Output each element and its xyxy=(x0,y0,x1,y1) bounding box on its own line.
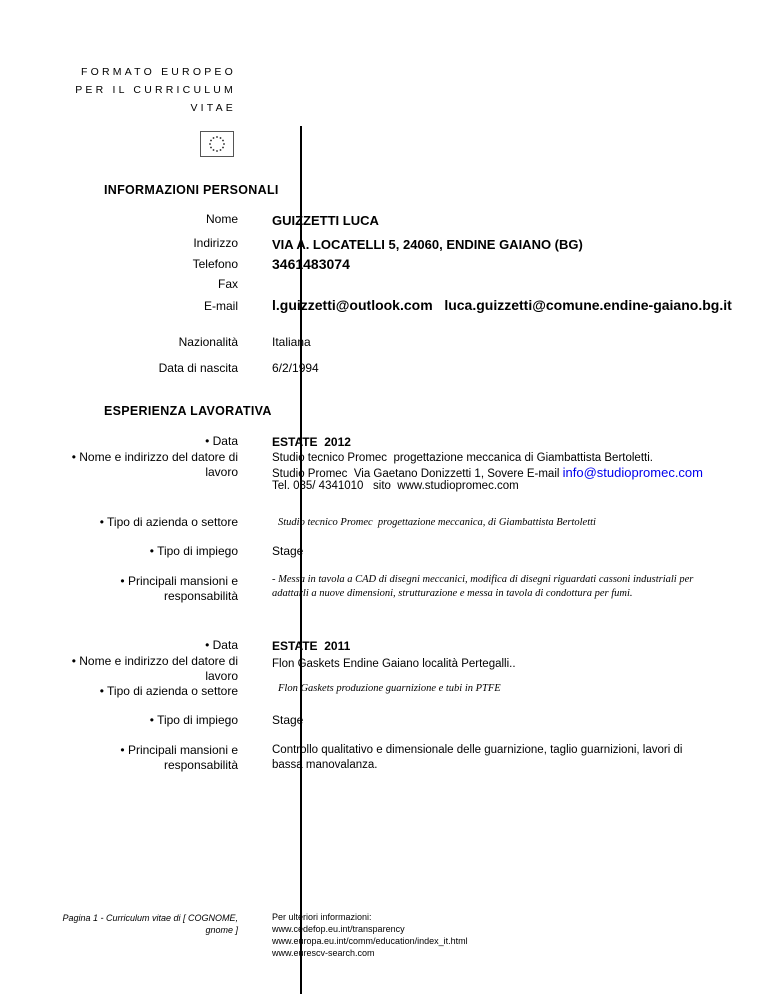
eu-flag-icon xyxy=(200,131,234,157)
job1-employer-label: • Nome e indirizzo del datore di lavoro xyxy=(71,450,238,479)
job2-sector: Flon Gaskets produzione guarnizione e tubi in PTFE xyxy=(278,683,501,694)
job2-date: ESTATE 2011 xyxy=(272,639,351,653)
address-label: Indirizzo xyxy=(193,236,238,250)
name-label: Nome xyxy=(205,212,238,226)
birth-value: 6/2/1994 xyxy=(272,361,319,375)
job2-employer-line1: Flon Gaskets Endine Gaiano località Pertegalli.. xyxy=(272,658,516,670)
address-value: VIA A. LOCATELLI 5, 24060, ENDINE GAIANO (BG) xyxy=(272,237,583,252)
job2-type-label: • Tipo di impiego xyxy=(149,713,238,727)
job1-sector-label: • Tipo di azienda o settore xyxy=(99,515,238,529)
fax-label: Fax xyxy=(217,277,238,291)
job1-employer-line2: Studio Promec Via Gaetano Donizzetti 1, Sovere E-mail info@studiopromec.com xyxy=(272,465,703,480)
footer-link-cedefop[interactable]: www.cedefop.eu.int/transparency xyxy=(272,924,405,934)
phone-value: 3461483074 xyxy=(272,256,350,272)
cv-title-line2: PER IL CURRICULUM xyxy=(75,84,236,96)
footer-link-europa[interactable]: www.europa.eu.int/comm/education/index_it.html xyxy=(272,936,468,946)
job1-date-label: • Data xyxy=(205,434,238,448)
job2-type: Stage xyxy=(272,713,304,727)
phone-label: Telefono xyxy=(192,257,238,271)
job1-employer-line3: Tel. 035/ 4341010 sito www.studiopromec.com xyxy=(272,480,519,492)
nationality-label: Nazionalità xyxy=(178,335,238,349)
job1-duties: - Messa in tavola a CAD di disegni meccanici, modifica di disegni riguardati cassoni industriali per adattarli a nuove dimensioni, strutturazione e messa in tavola di condottura per fumi. xyxy=(272,574,694,599)
birth-label: Data di nascita xyxy=(158,361,238,375)
email-value[interactable]: l.guizzetti@outlook.com luca.guizzetti@comune.endine-gaiano.bg.it xyxy=(272,297,732,313)
job2-date-label: • Data xyxy=(205,638,238,652)
job1-employer-email-link[interactable]: info@studiopromec.com xyxy=(562,465,703,480)
job2-sector-label: • Tipo di azienda o settore xyxy=(99,684,238,698)
job1-type: Stage xyxy=(272,544,304,558)
footer-link-eurescv[interactable]: www.eurescv-search.com xyxy=(272,948,375,958)
nationality-value: Italiana xyxy=(272,335,311,349)
job2-employer-label: • Nome e indirizzo del datore di lavoro xyxy=(71,654,238,683)
section-title-personal: INFORMAZIONI PERSONALI xyxy=(104,183,279,197)
section-title-experience: ESPERIENZA LAVORATIVA xyxy=(104,404,272,418)
email-label: E-mail xyxy=(203,299,238,313)
job1-date: ESTATE 2012 xyxy=(272,435,351,449)
cv-title-line1: FORMATO EUROPEO xyxy=(81,66,236,78)
job1-sector: Studio tecnico Promec progettazione meccanica, di Giambattista Bertoletti xyxy=(278,517,596,528)
footer-info-title: Per ulteriori informazioni: xyxy=(272,912,372,922)
job2-duties: Controllo qualitativo e dimensionale delle guarnizione, taglio guarnizioni, lavori di bassa manovalanza. xyxy=(272,744,683,771)
page-footer-left: Pagina 1 - Curriculum vitae di [ COGNOME, gnome ] xyxy=(62,913,238,935)
job2-duties-label: • Principali mansioni e responsabilità xyxy=(120,743,238,772)
job1-duties-label: • Principali mansioni e responsabilità xyxy=(120,574,238,603)
cv-title-line3: VITAE xyxy=(190,102,236,114)
job1-employer-line1: Studio tecnico Promec progettazione meccanica di Giambattista Bertoletti. xyxy=(272,452,653,464)
job1-type-label: • Tipo di impiego xyxy=(149,544,238,558)
name-value: GUIZZETTI LUCA xyxy=(272,213,379,228)
